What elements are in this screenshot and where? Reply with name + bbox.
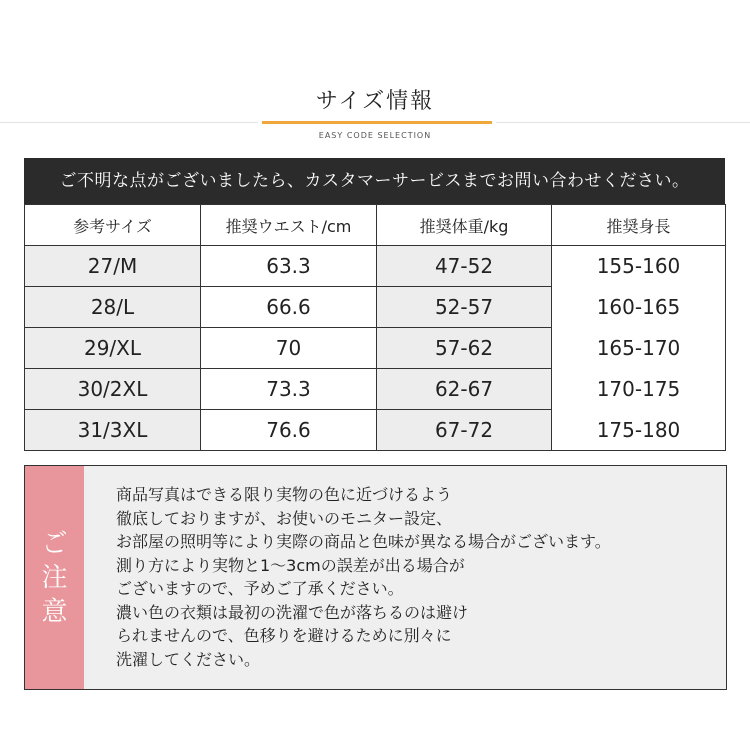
cell-waist: 66.6 xyxy=(201,287,377,328)
cell-weight: 52-57 xyxy=(377,287,552,328)
table-row xyxy=(25,287,726,328)
cell-size: 27/M xyxy=(25,246,201,287)
cell-weight: 62-67 xyxy=(377,369,552,410)
page-subtitle: EASY CODE SELECTION xyxy=(318,131,432,140)
caution-tag-char: 意 xyxy=(41,596,68,627)
cell-height: 160-165 xyxy=(552,287,726,328)
cell-waist: 76.6 xyxy=(201,410,377,451)
caution-line: 商品写真はできる限り実物の色に近づけるよう xyxy=(116,485,453,504)
notice-banner: ご不明な点がございましたら、カスタマーサービスまでお問い合わせください。 xyxy=(24,158,725,204)
cell-size: 29/XL xyxy=(25,328,201,369)
cell-height: 165-170 xyxy=(552,328,726,369)
header-height: 推奨身長 xyxy=(552,205,726,246)
caution-line: 濃い色の衣類は最初の洗濯で色が落ちるのは避け xyxy=(116,602,469,622)
caution-line: 徹底しておりますが、お使いのモニター設定、 xyxy=(116,508,453,528)
page-title: サイズ情報 xyxy=(315,89,435,114)
cell-size: 30/2XL xyxy=(25,369,201,410)
caution-tag-char: ご xyxy=(41,528,68,559)
cell-weight: 47-52 xyxy=(377,246,552,287)
caution-text xyxy=(116,483,716,671)
header-weight: 推奨体重/kg xyxy=(377,205,552,246)
caution-box xyxy=(24,465,727,690)
cell-height: 170-175 xyxy=(552,369,726,410)
table-row xyxy=(25,369,726,410)
title-accent-bar xyxy=(262,121,492,124)
cell-height: 175-180 xyxy=(552,410,726,451)
caution-line: ございますので、予めご了承ください。 xyxy=(116,579,404,598)
cell-waist: 63.3 xyxy=(201,246,377,287)
caution-line: られませんので、色移りを避けるために別々に xyxy=(116,626,452,645)
table-row xyxy=(25,328,726,369)
caution-line: お部屋の照明等により実際の商品と色味が異なる場合がございます。 xyxy=(116,532,611,551)
header-size: 参考サイズ xyxy=(25,205,201,246)
cell-size: 28/L xyxy=(25,287,201,328)
cell-waist: 73.3 xyxy=(201,369,377,410)
header-waist: 推奨ウエスト/cm xyxy=(201,205,377,246)
table-row xyxy=(25,246,726,287)
caution-tag xyxy=(25,466,84,689)
caution-tag-char: 注 xyxy=(41,562,68,593)
table-header-row xyxy=(25,205,726,246)
size-table xyxy=(24,204,726,451)
caution-line: 洗濯してください。 xyxy=(116,649,261,669)
size-chart xyxy=(24,158,725,451)
cell-waist: 70 xyxy=(201,328,377,369)
title-rule-right xyxy=(496,122,750,123)
title-rule-left xyxy=(0,122,258,123)
cell-weight: 67-72 xyxy=(377,410,552,451)
cell-weight: 57-62 xyxy=(377,328,552,369)
cell-height: 155-160 xyxy=(552,246,726,287)
caution-line: 測り方により実物と1～3cmの誤差が出る場合が xyxy=(116,555,465,575)
table-row xyxy=(25,410,726,451)
cell-size: 31/3XL xyxy=(25,410,201,451)
